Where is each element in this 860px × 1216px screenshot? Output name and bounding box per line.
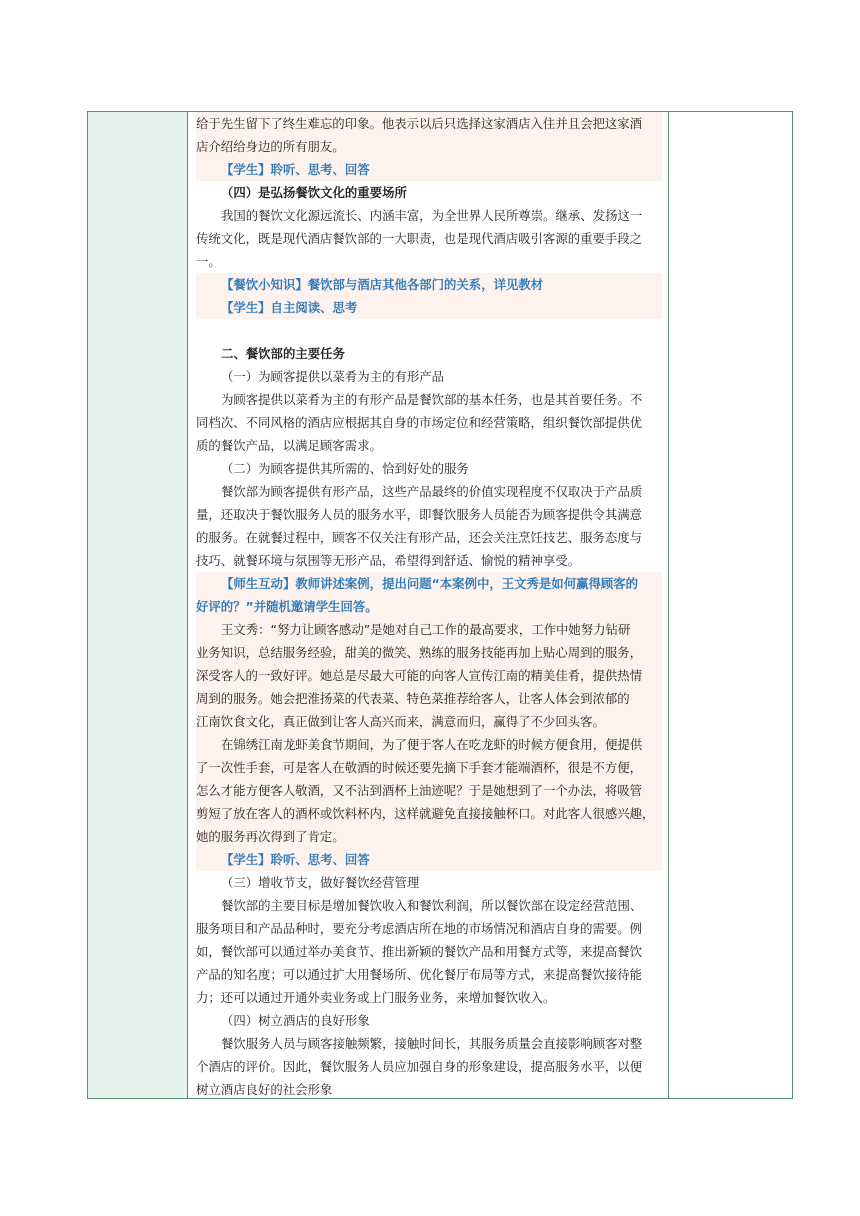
knowledge-note: 【餐饮小知识】餐饮部与酒店其他各部门的关系，详见教材 <box>221 277 544 292</box>
student-activity: 【学生】自主阅读、思考 <box>221 300 358 315</box>
highlight-block <box>196 273 662 319</box>
subheading: （四）树立酒店的良好形象 <box>221 1013 370 1028</box>
paragraph: 餐饮部为顾客提供有形产品，这些产品最终的价值实现程度不仅取决于产品质 量，还取决于餐饮服务人员的服务水平，即餐饮服务人员能否为顾客提供令其满意 的服务。在就餐过程中，顾客不仅关注有形产品，还会关注烹饪技艺、服务态度与 技巧、就餐环境与氛围等无形产品，希望得到舒适、愉悦的精神享受。 <box>196 484 643 568</box>
subheading: （一）为顾客提供以菜肴为主的有形产品 <box>221 369 445 384</box>
text-line: 店介绍给身边的所有朋友。 <box>196 139 345 154</box>
left-column <box>88 112 188 1098</box>
main-content <box>196 112 662 1101</box>
text-line: 给于先生留下了终生难忘的印象。他表示以后只选择这家酒店入住并且会把这家酒 <box>196 116 643 131</box>
paragraph: 餐饮服务人员与顾客接触频繁，接触时间长，其服务质量会直接影响顾客对整 个酒店的评价。因此，餐饮服务人员应加强自身的形象建设，提高服务水平，以便 树立酒店良好的社会形象 <box>196 1036 643 1097</box>
paragraph: 我国的餐饮文化源远流长、内涵丰富，为全世界人民所尊崇。继承、发扬这一 传统文化，既是现代酒店餐饮部的一大职责，也是现代酒店吸引客源的重要手段之 一。 <box>196 208 643 269</box>
paragraph: 餐饮部的主要目标是增加餐饮收入和餐饮利润，所以餐饮部在设定经营范围、 服务项目和产品品种时，要充分考虑酒店所在地的市场情况和酒店自身的需要。例 如，餐饮部可以通过举办美食节、推出新颖的餐饮产品和用餐方式等，来提高餐饮 产品的知名度；可以通过扩大用餐场所、优化餐厅布局等方式，来提高餐饮接待能 力；还可以通过开通外卖业务或上门服务业务，来增加餐饮收入。 <box>196 898 643 1005</box>
student-activity: 【学生】聆听、思考、回答 <box>221 162 370 177</box>
subheading: （四）是弘扬餐饮文化的重要场所 <box>221 185 407 200</box>
section-heading: 二、餐饮部的主要任务 <box>221 346 345 361</box>
case-story: 王文秀：“努力让顾客感动”是她对自己工作的最高要求，工作中她努力钻研 业务知识，总结服务经验，甜美的微笑、熟练的服务技能再加上贴心周到的服务， 深受客人的一致好评。她总是尽最大可能的向客人宣传江南的精美佳肴，提供热情 周到的服务。她会把淮扬菜的代表菜、特色菜推荐给客人，让客人体会到浓郁的 江南饮食文化，真正做到让客人高兴而来，满意而归，赢得了不少回头客。 在锦绣江南龙虾美食节期间，为了便于客人在吃龙虾的时候方便食用，便提供 了一次性手套，可是客人在敬酒的时候还要先摘下手套才能端酒杯，很是不方便， 怎么才能方便客人敬酒，又不沾到酒杯上油迹呢？于是她想到了一个办法，将吸管 剪短了放在客人的酒杯或饮料杯内，这样就避免直接接触杯口。对此客人很感兴趣， 她的服务再次得到了肯定。 【学生】聆听、思考、回答 <box>196 618 662 871</box>
case-text-continued <box>196 112 662 181</box>
subheading: （二）为顾客提供其所需的、恰到好处的服务 <box>221 461 469 476</box>
subheading: （三）增收节支，做好餐饮经营管理 <box>221 875 420 890</box>
right-column <box>668 112 792 1098</box>
interaction-block: 【师生互动】教师讲述案例，提出问题“本案例中，王文秀是如何赢得顾客的 好评的？”并随机邀请学生回答。 <box>196 572 662 618</box>
paragraph: 为顾客提供以菜肴为主的有形产品是餐饮部的基本任务，也是其首要任务。不 同档次、不同风格的酒店应根据其自身的市场定位和经营策略，组织餐饮部提供优 质的餐饮产品，以满足顾客需求。 <box>196 392 643 453</box>
lesson-table <box>87 111 793 1099</box>
student-activity: 【学生】聆听、思考、回答 <box>221 852 370 867</box>
